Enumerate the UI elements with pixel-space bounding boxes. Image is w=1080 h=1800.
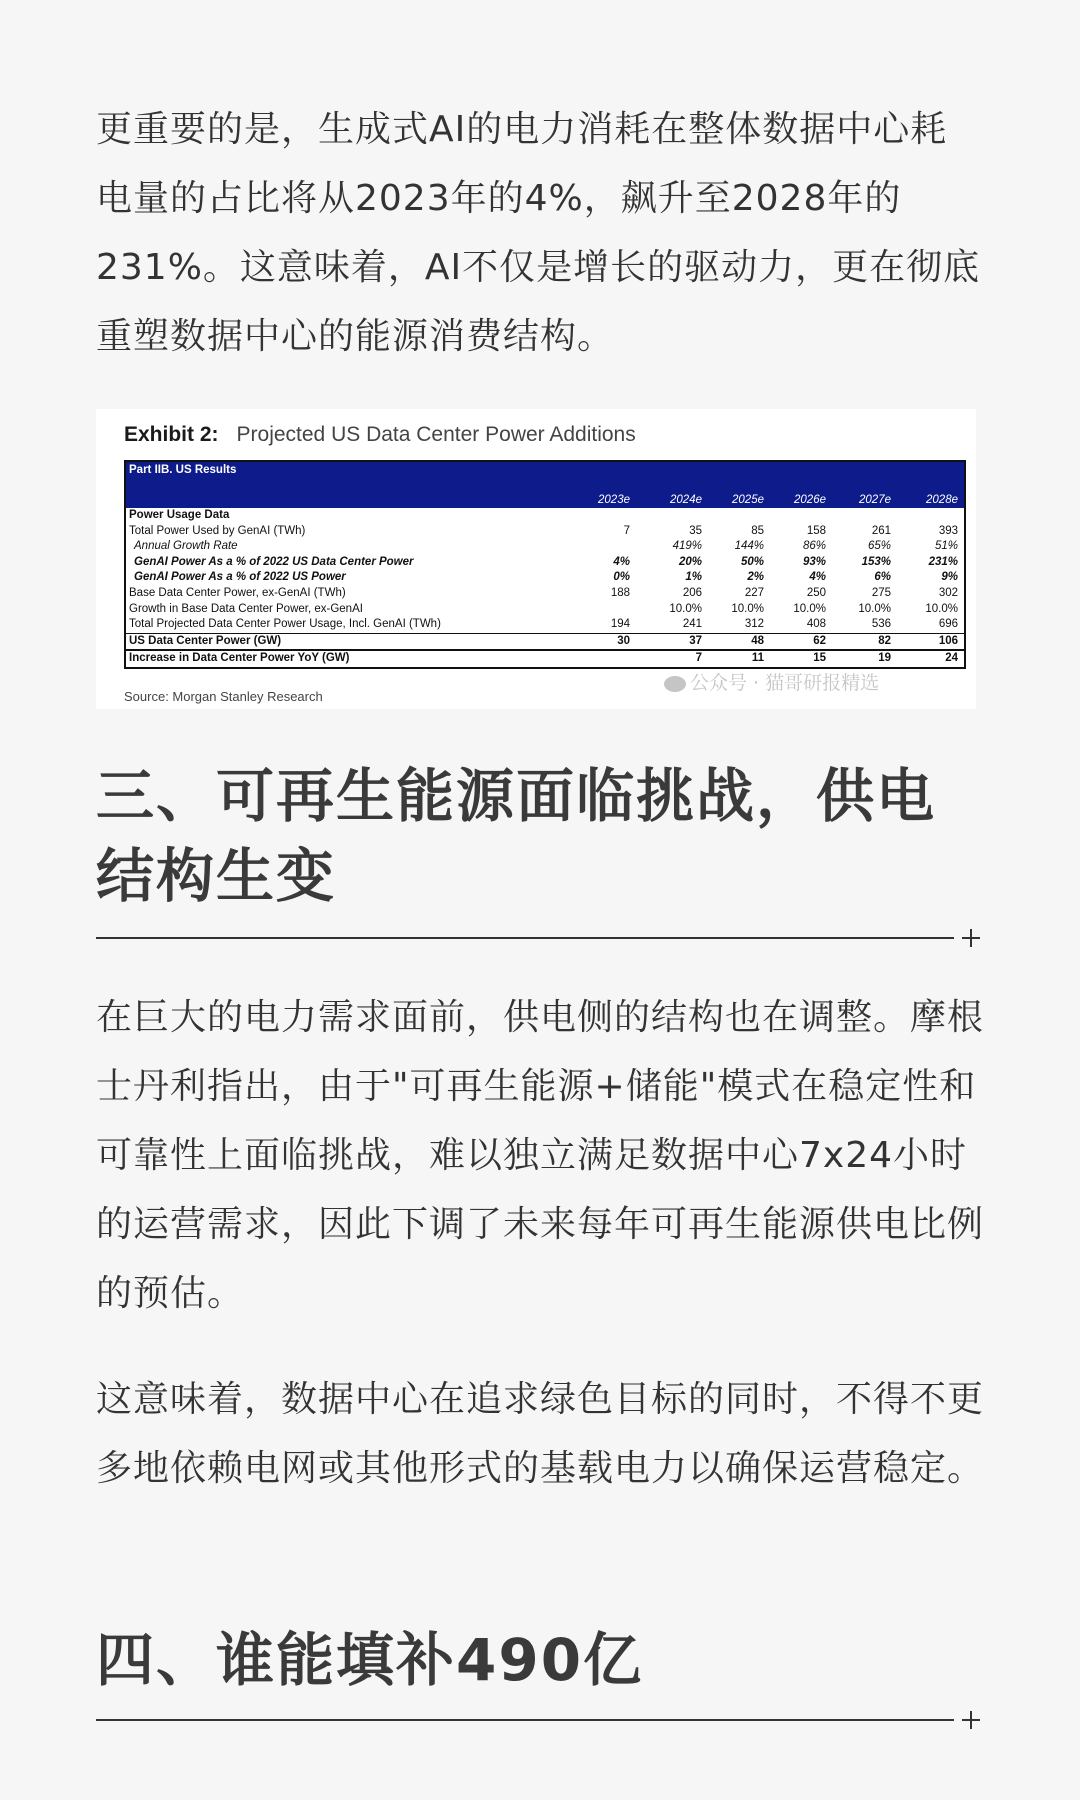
year-header: 2025e	[732, 494, 764, 506]
exhibit-table	[124, 460, 966, 669]
year-header: 2026e	[794, 494, 826, 506]
table-row: Growth in Base Data Center Power, ex-GenAI 10.0% 10.0% 10.0% 10.0% 10.0%	[129, 602, 958, 615]
heading-divider	[96, 1719, 954, 1721]
paragraph-supply-structure: 在巨大的电力需求面前，供电侧的结构也在调整。摩根士丹利指出，由于"可再生能源+储能"模式在稳定性和可靠性上面临挑战，难以独立满足数据中心7x24小时的运营需求，因此下调了未来每年可再生能源供电比例的预估。	[96, 997, 985, 1314]
heading-divider	[96, 937, 954, 939]
plus-icon	[962, 1711, 980, 1729]
section-heading-4: 四、谁能填补490亿	[96, 1626, 644, 1694]
paragraph-baseload: 这意味着，数据中心在追求绿色目标的同时，不得不更多地依赖电网或其他形式的基载电力以确保运营稳定。	[96, 1379, 985, 1489]
table-row: Annual Growth Rate 419% 144% 86% 65% 51%	[134, 540, 958, 553]
table-row: Base Data Center Power, ex-GenAI (TWh) 188 206 227 250 275 302	[129, 586, 958, 599]
section-heading-3: 三、可再生能源面临挑战，供电结构生变	[96, 762, 937, 910]
wechat-icon	[664, 676, 686, 692]
year-header: 2024e	[670, 494, 702, 506]
year-header-row	[126, 490, 964, 506]
year-header: 2027e	[859, 494, 891, 506]
exhibit-source: Source: Morgan Stanley Research	[124, 689, 323, 704]
plus-icon	[962, 929, 980, 947]
paragraph-ai-power-share: 更重要的是，生成式AI的电力消耗在整体数据中心耗电量的占比将从2023年的4%，飙升至2028年的231%。这意味着，AI不仅是增长的驱动力，更在彻底重塑数据中心的能源消费结构。	[96, 109, 981, 357]
table-row: Increase in Data Center Power YoY (GW) 7 11 15 19 24	[126, 649, 964, 667]
table-part-label: Part IIB. US Results	[129, 464, 237, 476]
table-row: Total Power Used by GenAI (TWh) 7 35 85 158 261 393	[129, 524, 958, 537]
table-section-label: Power Usage Data	[129, 509, 230, 521]
year-header: 2028e	[926, 494, 958, 506]
year-header: 2023e	[598, 494, 630, 506]
exhibit-number: Exhibit 2:	[124, 423, 219, 446]
exhibit-name: Projected US Data Center Power Additions	[236, 423, 636, 446]
exhibit-title	[124, 423, 636, 447]
table-header	[126, 462, 964, 508]
watermark: 公众号 · 猫哥研报精选	[664, 668, 879, 695]
table-row: US Data Center Power (GW) 30 37 48 62 82 106	[126, 633, 964, 650]
table-row: GenAI Power As a % of 2022 US Data Center Power 4% 20% 50% 93% 153% 231%	[134, 555, 958, 568]
table-row: GenAI Power As a % of 2022 US Power 0% 1% 2% 4% 6% 9%	[134, 571, 958, 584]
exhibit-image	[96, 409, 976, 709]
table-row: Total Projected Data Center Power Usage, Incl. GenAI (TWh) 194 241 312 408 536 696	[129, 618, 958, 631]
